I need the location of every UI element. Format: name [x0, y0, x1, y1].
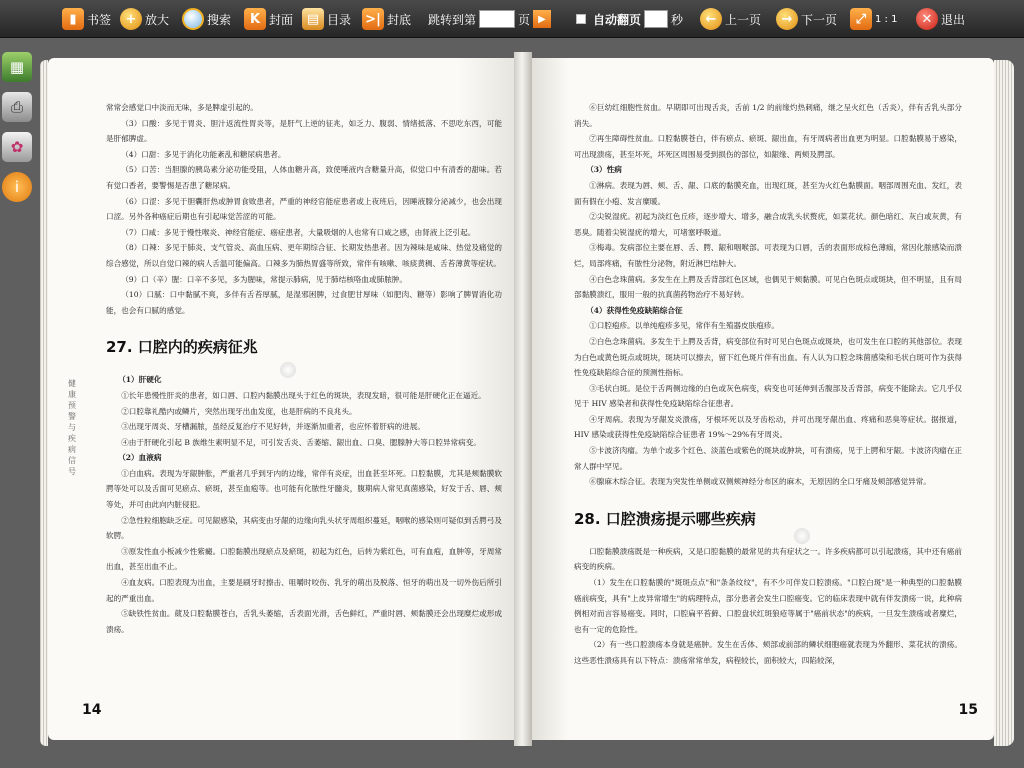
paragraph: （6）口涩：多见于胆囊肝热或肿胃食败患者，严重的神经官能症患者或上夜班后，因睡液腺分泌减少，也会出现口涩。另外各种癌症后期也有引起味觉苦涩的可能。 [106, 196, 502, 222]
right-page-edge [994, 60, 1014, 746]
paragraph: 常常会感觉口中淡而无味，多是脾虚引起的。 [106, 103, 258, 112]
paragraph: ④白色念珠菌病。多发生在上腭及舌背部红色区域，也偶见于颊黏膜。可见白色斑点或斑块，但不明显，且有局部黏膜溃红，服用一般的抗真菌药物治疗不易好转。 [574, 274, 962, 300]
subheading: （1）肝硬化 [118, 375, 162, 385]
info-icon[interactable]: i [2, 172, 32, 202]
ratio-label: 1 : 1 [875, 13, 898, 25]
search-icon [182, 8, 204, 30]
arrow-right-icon: → [776, 8, 798, 30]
page-number-input[interactable] [479, 10, 515, 28]
back-cover-button[interactable] [362, 6, 411, 32]
zoom-in-icon: + [120, 8, 142, 30]
book-spine [514, 52, 532, 746]
paragraph: ③出现牙周炎、牙槽漏脓，虽经反复治疗不见好转，并逐渐加重者，也应怀着肝病的进展。 [121, 422, 425, 432]
paragraph: ③毛状白斑。是位于舌两侧边缘的白色或灰色病变，病变也可延伸到舌腹部及舌背部，病变不能除去。它几乎仅见于 HIV 感染者和获得性免疫缺陷综合征患者。 [574, 383, 962, 409]
paragraph: ④牙周病。表现为牙龈发炎溃疡，牙根坏死以及牙齿松动，并可出现牙龈出血、疼痛和恶臭等症状。据报道，HIV 感染或获得性免疫缺陷综合征患者 19%～29%有牙周炎。 [574, 414, 962, 440]
zoom-in-label: 放大 [145, 12, 170, 27]
jump-to-page [428, 6, 551, 32]
jump-suffix-label: 页 [518, 12, 531, 27]
exit-button[interactable] [916, 6, 965, 32]
paragraph: （1）发生在口腔黏膜的"斑斑点点"和"条条纹纹"，有不少可伴发口腔溃疡。"口腔白斑"是一种典型的口腔黏膜癌前病变，具有"上皮异常增生"的病理特点，部分患者会发生口腔癌变。它的临床表现中就有伴发溃疡一说，此种病例相对而言容易癌变。同时，口腔扁平苔藓、口腔盘状红斑狼疮等属于"癌前状态"的疾病，一旦发生溃疡或者糜烂，也有一定的危险性。 [574, 578, 962, 634]
zoom-in-button[interactable] [120, 6, 169, 32]
jump-prefix-label: 跳转到第 [428, 12, 477, 27]
paragraph: ⑤卡波济肉瘤。为单个或多个红色、淡蓝色或紫色的斑块或肿块，可有溃疡，见于上腭和牙龈。卡波济肉瘤在正常人群中罕见。 [574, 446, 962, 471]
paragraph: （2）有一些口腔溃疡本身就是癌肿。发生在舌体、颊部或前部的鳞状细胞癌就表现为外翻形、菜花状的溃疡。这些恶性溃疡具有以下特点：溃疡常常单发，病程较长，面积较大，四陷较深， [574, 640, 962, 665]
paragraph: ⑥巨幼红细胞性贫血。早期即可出现舌炎，舌前 1/2 的前缘灼热刺痛，继之呈火红色（舌炎），伴有舌乳头部分消失。 [574, 103, 962, 128]
section-heading: 27. 口腔内的疾病征兆 [106, 338, 258, 357]
left-page-text [106, 100, 502, 637]
exit-label: 退出 [941, 12, 966, 27]
search-button[interactable] [182, 6, 231, 32]
prev-page-button[interactable] [700, 6, 761, 32]
running-head: 健康预警与疾病信号 [68, 379, 76, 476]
first-page-icon: K [244, 8, 266, 30]
left-page-edge [40, 60, 48, 746]
auto-flip-seconds-input[interactable] [644, 10, 668, 28]
paragraph: ①长年患慢性肝炎的患者，如口唇、口腔内黏膜出现头于红色的斑块，表现发暗，很可能是肝硬化正在逼近。 [121, 390, 486, 400]
subheading: （4）获得性免疫缺陷综合征 [586, 305, 683, 315]
paragraph: ②急性粒细胞缺乏症。可见龈感染，其病变由牙龈的边缘向乳头状牙周组织蔓延，咽喉的感染则可疑似到舌腭弓及软腭。 [106, 515, 502, 541]
paragraph: （4）口甜：多见于消化功能紊乱和糖尿病患者。 [121, 149, 286, 159]
actual-size-button[interactable] [850, 6, 897, 32]
paragraph: ②口腔靠礼酷内或鳞片，突然出现牙出血发度，也是肝病的不良兆头。 [121, 406, 357, 416]
page-number: 14 [82, 702, 102, 718]
paragraph: ④由于肝硬化引起 B 族维生素明显不足，可引发舌炎、舌萎缩、龈出血、口臭、腮腺肿大等口腔异常病变。 [121, 437, 481, 447]
paragraph: （7）口咸：多见于慢性喉炎、神经官能症、癌症患者，大量吸烟的人也常有口咸之感，由肾液上泛引起。 [121, 227, 476, 237]
cover-label: 封面 [269, 12, 294, 27]
paragraph: （10）口腻：口中黏腻不爽，多伴有舌苔厚腻，是湿邪困脾，过食肥甘厚味（如肥肉、糖等）影响了脾胃消化功能，也会有口腻的感觉。 [106, 290, 502, 315]
close-icon: ✕ [916, 8, 938, 30]
paragraph: ③原发性血小板减少性紫癜。口腔黏膜出现瘀点及瘀斑，初起为红色，后转为紫红色，可有血疱，血肿等，牙周常出血，甚至出血不止。 [106, 546, 502, 572]
last-page-icon: >| [362, 8, 384, 30]
search-label: 搜索 [207, 12, 232, 27]
paragraph: ①白血病。表现为牙龈肿胀，严重者几乎到牙内的边缘，常伴有炎症，出血甚至坏死。口腔黏膜，尤其是颊黏膜软腭等处可以及舌面可见瘀点、瘀斑，甚至血疱等。也可能有化脓性牙髓炎，腹期病人常见真菌感染，好发于舌、唇、颊等处，并可由此向内脏侵犯。 [106, 468, 502, 510]
toc-label: 目录 [327, 12, 352, 27]
seconds-label: 秒 [671, 12, 684, 27]
decorative-bubble [280, 362, 296, 378]
paragraph: （5）口苦：当胆腺的胰岛素分泌功能受阻，人体血糖升高，致使唾液内含糖量升高，似觉口中有清香的甜味。若有觉口香者，要警惕是否患了糖尿病。 [106, 165, 502, 190]
go-icon[interactable]: ▶ [533, 10, 551, 28]
subheading: （2）血液病 [118, 453, 162, 463]
gear-icon[interactable]: ✿ [2, 132, 32, 162]
printer-icon[interactable]: ⎙ [2, 92, 32, 122]
page-number: 15 [958, 702, 978, 718]
back-cover-label: 封底 [387, 12, 412, 27]
paragraph: ①淋病。表现为唇、颊、舌、龈、口底的黏膜充血，出现红斑，甚至为火红色黏膜面。咽部周围充血、发红，表面有假在小疱、发言糜暖。 [574, 180, 962, 206]
paragraph: 口腔黏膜溃疡既是一种疾病，又是口腔黏膜的最常见的共有症状之一。许多疾病都可以引起溃疡，其中还有癌前病变的疾病。 [574, 546, 962, 572]
reader-toolbar [0, 0, 1024, 38]
toc-button[interactable] [302, 6, 351, 32]
paragraph: ⑤缺铁性贫血。葳及口腔黏膜苍白，舌乳头萎缩，舌表面光滑，舌色鲜红，严重时唇、颊黏膜还会出现糜烂或形成溃疡。 [106, 609, 502, 634]
bookmark-button[interactable] [62, 6, 111, 32]
paragraph: ④血友病。口腔表现为出血，主要是刷牙时擦击、咀嚼时咬伤、乳牙的萌出及脱落、恒牙的萌出及一切外伤后所引起的严重出血。 [106, 578, 502, 603]
paragraph: （8）口辣：多见于肺炎、支气管炎、高血压病、更年期综合征、长期发热患者。因为辣味是咸味、热觉及痛觉的综合感觉，所以自觉口辣的病人舌温可能偏高。口辣多为肺热胃盛等所致，常伴有咳嗽、咳痰黄稠、舌苔薄黄等症状。 [106, 243, 502, 268]
paragraph: ②尖锐湿疣。初起为淡红色丘疹，逐步增大、增多，融合成乳头状赘疣，如菜花状。颜色暗红、灰白或灰黄，有恶臭。随着尖锐湿疣的增大，可堵塞呼吸道。 [574, 212, 962, 237]
paragraph: （9）口（辛）腥：口辛不多见，多为腥味，常提示肺病，见于肺结核咯血或肺脓肿。 [121, 274, 407, 284]
decorative-bubble [794, 528, 810, 544]
side-toolbar [0, 52, 36, 212]
left-page[interactable] [48, 58, 514, 740]
right-page[interactable] [532, 58, 994, 740]
subheading: （3）性病 [586, 165, 622, 175]
auto-flip [576, 6, 683, 32]
book-icon: ▤ [302, 8, 324, 30]
fit-icon: ⤢ [850, 8, 872, 30]
auto-flip-label: 自动翻页 [593, 12, 642, 27]
right-page-text [574, 100, 962, 669]
section-heading: 28. 口腔溃疡提示哪些疾病 [574, 509, 756, 528]
paragraph: ⑦再生障碍性贫血。口腔黏膜苍白，伴有瘀点、瘀斑、龈出血，有牙周病者出血更为明显。口腔黏膜易于感染，可出现溃疡，甚至坏死，坏死区周围易受到损伤的部位，如龈缘、两颊及腭部。 [574, 134, 962, 159]
bookmark-label: 书签 [87, 12, 112, 27]
paragraph: ③梅毒。发病部位主要在唇、舌、腭、龈和咽喉部。可表现为口唇，舌的表面形成棕色薄痂，常因化脓感染而溃烂，局部疼痛，有脓性分泌物，附近淋巴结肿大。 [574, 243, 962, 268]
arrow-left-icon: ← [700, 8, 722, 30]
paragraph: ②白色念珠菌病。多发生于上腭及舌背，病变部位有时可见白色斑点或斑块，也可发生在口腔的其他部位。表现为白色或黄色斑点或斑块，斑块可以擦去，留下红色斑片伴有出血。有人认为口腔念珠菌感染和毛状白斑可作为获得性免疫缺陷综合征的预测性指标。 [574, 336, 962, 378]
paragraph: （3）口酸：多见于胃炎、胆汁返流性胃炎等，是肝气上逆的征兆，如乏力、腹弱、情绪抵落、不思吃东西，可能是肝郁脾虚。 [106, 118, 502, 144]
prev-page-label: 上一页 [725, 12, 762, 27]
thumbnails-icon[interactable]: ▦ [2, 52, 32, 82]
next-page-button[interactable] [776, 6, 837, 32]
next-page-label: 下一页 [801, 12, 838, 27]
auto-flip-checkbox[interactable] [576, 14, 586, 24]
bookmark-icon: ▮ [62, 8, 84, 30]
cover-button[interactable] [244, 6, 293, 32]
paragraph: ⑥腺麻木综合征。表现为突发性单侧或双侧颊神经分布区的麻木，无原因的全口牙痛及颊部感觉异常。 [589, 477, 931, 487]
paragraph: ①口腔疱疹。以单纯疱疹多见，常伴有生殖器皮肤疱疹。 [589, 321, 780, 331]
